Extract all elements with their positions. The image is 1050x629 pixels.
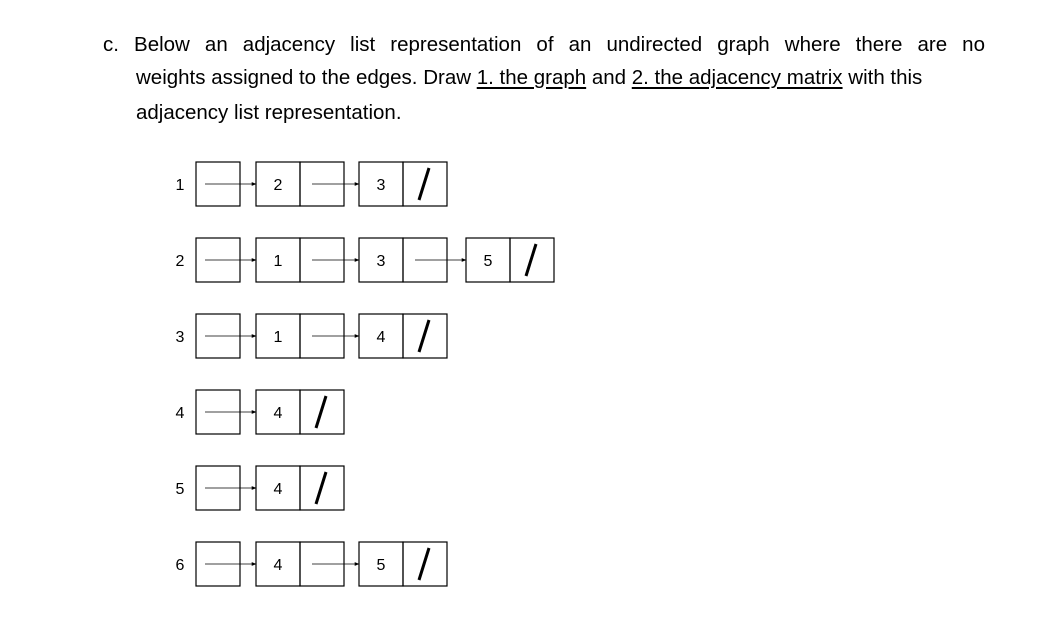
null-slash — [316, 472, 326, 504]
node-value: 4 — [273, 557, 283, 574]
list-row — [176, 314, 447, 358]
vertex-label: 1 — [175, 177, 185, 194]
node-value: 3 — [376, 177, 386, 194]
vertex-label: 4 — [175, 405, 185, 422]
line1-word: no — [962, 33, 985, 56]
null-slash — [526, 244, 536, 276]
line1-word: adjacency — [242, 33, 336, 56]
node-value: 1 — [273, 253, 283, 270]
question-line-3: adjacency list representation. — [136, 101, 402, 124]
node-value: 1 — [273, 329, 283, 346]
node-value: 5 — [376, 557, 386, 574]
vertex-label: 2 — [175, 253, 185, 270]
line1-word: are — [917, 33, 948, 56]
node-value: 4 — [376, 329, 386, 346]
link-the-graph: 1. the graph — [476, 66, 587, 89]
list-row — [176, 466, 344, 510]
line1-word: undirected — [606, 33, 703, 56]
node-value: 3 — [376, 253, 386, 270]
null-slash — [419, 168, 429, 200]
line2-prefix: weights assigned to the edges. Draw — [136, 66, 477, 89]
line1-word: list — [350, 33, 376, 56]
line1-word: graph — [717, 33, 770, 56]
line1-word: an — [204, 33, 228, 56]
line1-word: c. — [103, 33, 119, 56]
line1-word: representation — [390, 33, 522, 56]
link-adjacency-matrix: 2. the adjacency matrix — [631, 66, 843, 89]
line1-word: Below — [134, 33, 190, 56]
node-value: 4 — [273, 405, 283, 422]
list-row — [176, 162, 447, 206]
line2-mid: and — [586, 66, 632, 89]
null-slash — [316, 396, 326, 428]
list-row — [176, 542, 447, 586]
null-slash — [419, 548, 429, 580]
line1-word: an — [568, 33, 592, 56]
list-row — [176, 238, 554, 282]
vertex-label: 3 — [175, 329, 185, 346]
line1-word: where — [784, 33, 841, 56]
line1-word: there — [855, 33, 903, 56]
list-row — [176, 390, 344, 434]
node-value: 2 — [273, 177, 283, 194]
node-value: 5 — [483, 253, 493, 270]
line1-word: of — [536, 33, 554, 56]
vertex-label: 6 — [175, 557, 185, 574]
node-value: 4 — [273, 481, 283, 498]
line2-suffix: with this — [842, 66, 923, 89]
null-slash — [419, 320, 429, 352]
vertex-label: 5 — [175, 481, 185, 498]
